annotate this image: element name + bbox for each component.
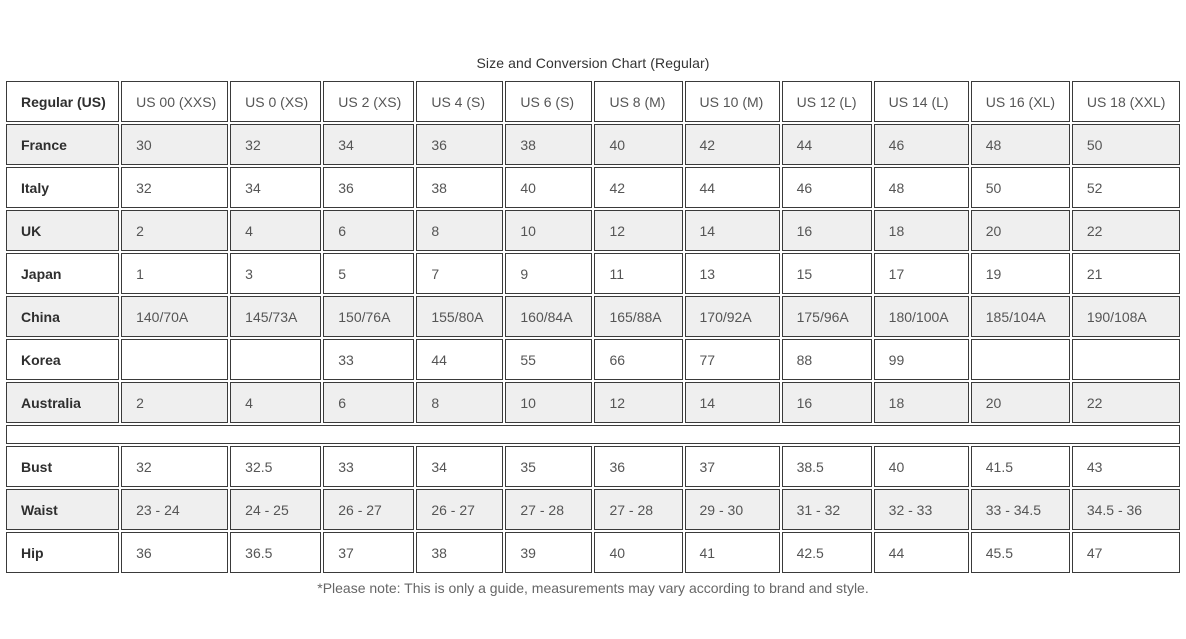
size-header: US 00 (XXS)	[121, 81, 228, 122]
table-cell: 88	[782, 339, 872, 380]
table-cell: 48	[971, 124, 1070, 165]
size-conversion-table	[4, 79, 1182, 575]
size-header: US 10 (M)	[685, 81, 780, 122]
table-cell: 29 - 30	[685, 489, 780, 530]
table-cell: 77	[685, 339, 780, 380]
table-cell: 66	[594, 339, 682, 380]
table-cell: 12	[594, 210, 682, 251]
table-cell: 4	[230, 210, 321, 251]
table-cell: 17	[874, 253, 969, 294]
row-label: Hip	[6, 532, 119, 573]
table-cell: 34	[230, 167, 321, 208]
table-cell: 1	[121, 253, 228, 294]
table-cell: 44	[874, 532, 969, 573]
table-cell: 44	[416, 339, 503, 380]
table-cell: 44	[782, 124, 872, 165]
table-cell: 27 - 28	[594, 489, 682, 530]
spacer-cell	[6, 425, 1180, 444]
table-cell: 41.5	[971, 446, 1070, 487]
table-cell: 7	[416, 253, 503, 294]
table-cell: 42	[594, 167, 682, 208]
row-label: UK	[6, 210, 119, 251]
table-cell: 22	[1072, 210, 1180, 251]
table-cell: 36.5	[230, 532, 321, 573]
table-cell: 32	[230, 124, 321, 165]
table-cell: 23 - 24	[121, 489, 228, 530]
size-header: US 0 (XS)	[230, 81, 321, 122]
table-cell: 35	[505, 446, 592, 487]
table-cell: 40	[594, 532, 682, 573]
table-cell: 44	[685, 167, 780, 208]
table-cell: 36	[416, 124, 503, 165]
table-cell: 14	[685, 210, 780, 251]
table-cell: 2	[121, 382, 228, 423]
table-cell: 4	[230, 382, 321, 423]
table-cell: 8	[416, 382, 503, 423]
table-row-italy	[6, 167, 1180, 208]
table-cell: 33	[323, 339, 414, 380]
table-cell: 36	[323, 167, 414, 208]
spacer-row	[6, 425, 1180, 444]
table-cell: 170/92A	[685, 296, 780, 337]
table-cell: 14	[685, 382, 780, 423]
size-header: US 6 (S)	[505, 81, 592, 122]
row-label: Bust	[6, 446, 119, 487]
table-cell: 19	[971, 253, 1070, 294]
table-cell: 3	[230, 253, 321, 294]
table-cell: 32	[121, 446, 228, 487]
row-label: Australia	[6, 382, 119, 423]
table-cell: 32	[121, 167, 228, 208]
table-cell: 37	[685, 446, 780, 487]
table-cell: 6	[323, 210, 414, 251]
table-cell: 42.5	[782, 532, 872, 573]
table-cell: 26 - 27	[323, 489, 414, 530]
table-cell: 15	[782, 253, 872, 294]
table-cell: 52	[1072, 167, 1180, 208]
table-cell: 34	[323, 124, 414, 165]
table-cell: 18	[874, 210, 969, 251]
table-cell: 36	[121, 532, 228, 573]
table-cell: 42	[685, 124, 780, 165]
table-cell: 38	[416, 167, 503, 208]
table-cell: 21	[1072, 253, 1180, 294]
table-cell: 41	[685, 532, 780, 573]
size-header: US 12 (L)	[782, 81, 872, 122]
size-header: US 18 (XXL)	[1072, 81, 1180, 122]
table-body	[6, 81, 1180, 573]
table-cell	[971, 339, 1070, 380]
table-cell: 12	[594, 382, 682, 423]
table-cell	[1072, 339, 1180, 380]
table-cell: 40	[874, 446, 969, 487]
table-row-japan	[6, 253, 1180, 294]
table-row-hip	[6, 532, 1180, 573]
table-cell: 27 - 28	[505, 489, 592, 530]
table-cell: 33 - 34.5	[971, 489, 1070, 530]
table-cell: 50	[1072, 124, 1180, 165]
table-cell: 47	[1072, 532, 1180, 573]
table-cell: 5	[323, 253, 414, 294]
table-cell: 18	[874, 382, 969, 423]
table-cell: 150/76A	[323, 296, 414, 337]
table-cell: 16	[782, 210, 872, 251]
size-header: US 2 (XS)	[323, 81, 414, 122]
table-cell: 20	[971, 382, 1070, 423]
table-cell: 34.5 - 36	[1072, 489, 1180, 530]
row-label: France	[6, 124, 119, 165]
table-row-australia	[6, 382, 1180, 423]
table-cell: 160/84A	[505, 296, 592, 337]
table-cell: 185/104A	[971, 296, 1070, 337]
table-cell: 38.5	[782, 446, 872, 487]
row-label: China	[6, 296, 119, 337]
table-cell: 38	[505, 124, 592, 165]
row-label: Japan	[6, 253, 119, 294]
table-cell: 13	[685, 253, 780, 294]
table-cell: 55	[505, 339, 592, 380]
row-label: Italy	[6, 167, 119, 208]
row-label: Korea	[6, 339, 119, 380]
table-cell	[230, 339, 321, 380]
table-row-bust	[6, 446, 1180, 487]
row-label: Waist	[6, 489, 119, 530]
table-cell: 32 - 33	[874, 489, 969, 530]
size-header: US 16 (XL)	[971, 81, 1070, 122]
table-cell: 30	[121, 124, 228, 165]
table-row-france	[6, 124, 1180, 165]
table-cell: 31 - 32	[782, 489, 872, 530]
table-cell: 9	[505, 253, 592, 294]
table-cell: 37	[323, 532, 414, 573]
size-header: US 8 (M)	[594, 81, 682, 122]
table-cell: 46	[874, 124, 969, 165]
size-header: US 4 (S)	[416, 81, 503, 122]
table-cell: 140/70A	[121, 296, 228, 337]
table-row-uk	[6, 210, 1180, 251]
table-row-korea	[6, 339, 1180, 380]
table-cell: 2	[121, 210, 228, 251]
table-cell: 22	[1072, 382, 1180, 423]
table-cell: 34	[416, 446, 503, 487]
size-header: US 14 (L)	[874, 81, 969, 122]
table-cell: 36	[594, 446, 682, 487]
table-cell: 50	[971, 167, 1070, 208]
table-cell: 38	[416, 532, 503, 573]
table-cell: 8	[416, 210, 503, 251]
table-cell: 10	[505, 210, 592, 251]
header-row	[6, 81, 1180, 122]
table-cell: 40	[594, 124, 682, 165]
table-cell: 99	[874, 339, 969, 380]
table-cell: 40	[505, 167, 592, 208]
table-cell: 48	[874, 167, 969, 208]
table-cell: 10	[505, 382, 592, 423]
table-cell: 46	[782, 167, 872, 208]
table-cell: 180/100A	[874, 296, 969, 337]
table-cell: 11	[594, 253, 682, 294]
table-cell: 190/108A	[1072, 296, 1180, 337]
table-cell: 24 - 25	[230, 489, 321, 530]
table-cell: 6	[323, 382, 414, 423]
table-cell: 45.5	[971, 532, 1070, 573]
table-cell: 39	[505, 532, 592, 573]
guide-note: *Please note: This is only a guide, measurements may vary according to brand and style.	[317, 580, 869, 596]
chart-title: Size and Conversion Chart (Regular)	[476, 55, 710, 71]
table-cell: 16	[782, 382, 872, 423]
table-cell: 165/88A	[594, 296, 682, 337]
table-row-waist	[6, 489, 1180, 530]
table-cell: 155/80A	[416, 296, 503, 337]
table-cell: 43	[1072, 446, 1180, 487]
table-cell: 175/96A	[782, 296, 872, 337]
table-cell	[121, 339, 228, 380]
row-label: Regular (US)	[6, 81, 119, 122]
table-cell: 20	[971, 210, 1070, 251]
table-row-china	[6, 296, 1180, 337]
table-cell: 145/73A	[230, 296, 321, 337]
table-cell: 32.5	[230, 446, 321, 487]
table-cell: 33	[323, 446, 414, 487]
table-cell: 26 - 27	[416, 489, 503, 530]
